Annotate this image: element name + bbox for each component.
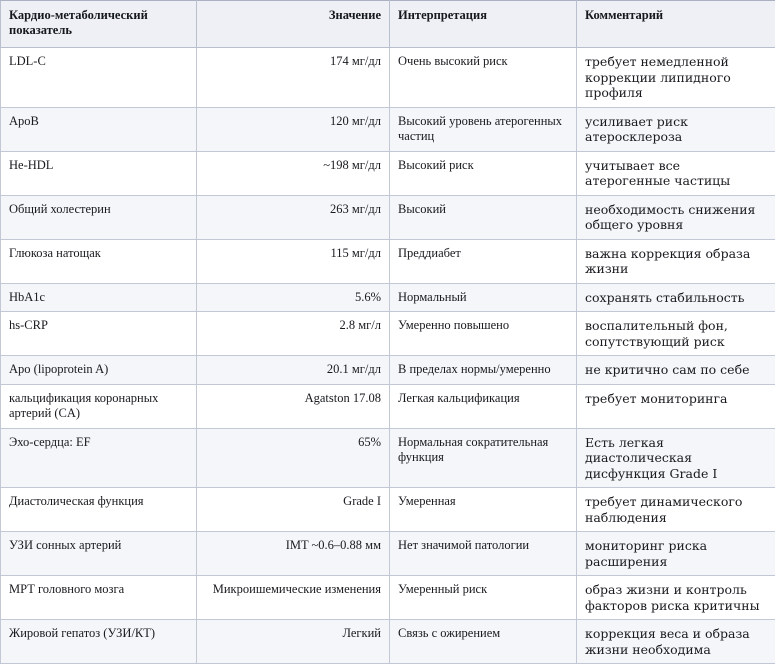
- table-row: [1, 576, 775, 620]
- column-header-value: Значение: [197, 1, 390, 48]
- cell-interpretation: Очень высокий риск: [390, 48, 577, 108]
- cell-comment: требует немедленной коррекции липидного профиля: [577, 48, 775, 108]
- cell-comment: образ жизни и контроль факторов риска критичны: [577, 576, 775, 620]
- table-row: [1, 384, 775, 428]
- cell-interpretation: Преддиабет: [390, 239, 577, 283]
- cell-comment: сохранять стабильность: [577, 283, 775, 312]
- cell-indicator: ApoB: [1, 107, 197, 151]
- table-row: [1, 428, 775, 488]
- cell-value: 65%: [197, 428, 390, 488]
- table-row: [1, 151, 775, 195]
- cell-interpretation: Нормальная сократительная функция: [390, 428, 577, 488]
- column-header-interpretation: Интерпретация: [390, 1, 577, 48]
- cell-indicator: Жировой гепатоз (УЗИ/КТ): [1, 620, 197, 664]
- table-row: [1, 532, 775, 576]
- cell-indicator: HbA1c: [1, 283, 197, 312]
- table-row: [1, 356, 775, 385]
- cell-value: 5.6%: [197, 283, 390, 312]
- cell-indicator: hs-CRP: [1, 312, 197, 356]
- table-row: [1, 195, 775, 239]
- cell-indicator: МРТ головного мозга: [1, 576, 197, 620]
- table-row: [1, 239, 775, 283]
- cell-interpretation: Высокий уровень атерогенных частиц: [390, 107, 577, 151]
- cell-indicator: Эхо-сердца: EF: [1, 428, 197, 488]
- table-body: [1, 48, 775, 664]
- cell-comment: учитывает все атерогенные частицы: [577, 151, 775, 195]
- table-row: [1, 488, 775, 532]
- cell-value: ~198 мг/дл: [197, 151, 390, 195]
- cell-indicator: He-HDL: [1, 151, 197, 195]
- cell-value: Agatston 17.08: [197, 384, 390, 428]
- cell-comment: воспалительный фон, сопутствующий риск: [577, 312, 775, 356]
- column-header-comment: Комментарий: [577, 1, 775, 48]
- cell-indicator: LDL-C: [1, 48, 197, 108]
- cell-comment: требует динамического наблюдения: [577, 488, 775, 532]
- cell-interpretation: Нет значимой патологии: [390, 532, 577, 576]
- cell-value: 115 мг/дл: [197, 239, 390, 283]
- cell-comment: усиливает риск атеросклероза: [577, 107, 775, 151]
- cell-value: 174 мг/дл: [197, 48, 390, 108]
- cell-value: 263 мг/дл: [197, 195, 390, 239]
- cell-interpretation: Нормальный: [390, 283, 577, 312]
- cell-comment: мониторинг риска расширения: [577, 532, 775, 576]
- cell-indicator: Apo (lipoprotein A): [1, 356, 197, 385]
- table-row: [1, 312, 775, 356]
- table-row: [1, 107, 775, 151]
- cell-value: 120 мг/дл: [197, 107, 390, 151]
- column-header-indicator: Кардио-метаболический показатель: [1, 1, 197, 48]
- cell-interpretation: Связь с ожирением: [390, 620, 577, 664]
- cell-comment: необходимость снижения общего уровня: [577, 195, 775, 239]
- cell-comment: Есть легкая диастолическая дисфункция Grade I: [577, 428, 775, 488]
- cell-value: 2.8 мг/л: [197, 312, 390, 356]
- cell-value: Легкий: [197, 620, 390, 664]
- cell-comment: не критично сам по себе: [577, 356, 775, 385]
- table-header: [1, 1, 775, 48]
- cell-value: 20.1 мг/дл: [197, 356, 390, 385]
- cell-interpretation: Умеренно повышено: [390, 312, 577, 356]
- cell-value: Микроишемические изменения: [197, 576, 390, 620]
- cell-interpretation: Легкая кальцификация: [390, 384, 577, 428]
- cell-indicator: Общий холестерин: [1, 195, 197, 239]
- cell-comment: коррекция веса и образа жизни необходима: [577, 620, 775, 664]
- cell-indicator: кальцификация коронарных артерий (CA): [1, 384, 197, 428]
- cell-interpretation: В пределах нормы/умеренно: [390, 356, 577, 385]
- cell-interpretation: Умеренный риск: [390, 576, 577, 620]
- table-header-row: [1, 1, 775, 48]
- cell-indicator: Глюкоза натощак: [1, 239, 197, 283]
- table-row: [1, 620, 775, 664]
- cell-value: IMT ~0.6–0.88 мм: [197, 532, 390, 576]
- cell-value: Grade I: [197, 488, 390, 532]
- cell-comment: требует мониторинга: [577, 384, 775, 428]
- cell-interpretation: Умеренная: [390, 488, 577, 532]
- cell-interpretation: Высокий риск: [390, 151, 577, 195]
- cell-indicator: УЗИ сонных артерий: [1, 532, 197, 576]
- table-row: [1, 48, 775, 108]
- cell-indicator: Диастолическая функция: [1, 488, 197, 532]
- table-row: [1, 283, 775, 312]
- cell-interpretation: Высокий: [390, 195, 577, 239]
- cell-comment: важна коррекция образа жизни: [577, 239, 775, 283]
